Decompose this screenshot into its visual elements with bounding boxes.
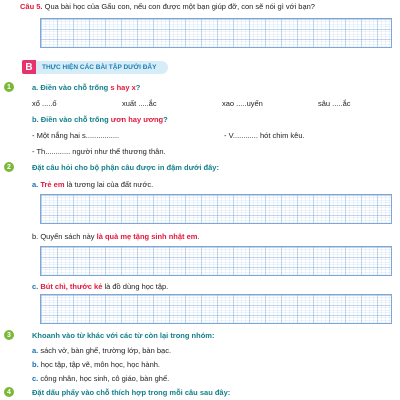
exercise-4-number: 4 — [4, 387, 14, 397]
exercise-2-heading: Đặt câu hỏi cho bộ phận câu được in đậm dưới đây: — [32, 163, 219, 172]
exercise-3-option: b. học tập, tập vẽ, môn học, học hành. — [32, 360, 161, 369]
exercise-1a-item: sâu .....ắc — [318, 99, 351, 108]
section-b-badge: B — [22, 60, 36, 74]
section-b-title: THỰC HIỆN CÁC BÀI TẬP DƯỚI ĐÂY — [36, 61, 168, 74]
answer-grid-exercise-2a[interactable] — [40, 194, 392, 224]
question-5-text: Qua bài học của Gấu con, nếu con được một bạn giúp đỡ, con sẽ nói gì với bạn? — [44, 2, 315, 11]
exercise-2a-sentence: a. Trẻ em là tương lai của đất nước. — [32, 180, 154, 189]
exercise-4-heading: Đặt dấu phẩy vào chỗ thích hợp trong mỗi câu sau đây: — [32, 388, 231, 397]
exercise-3-heading: Khoanh vào từ khác với các từ còn lại trong nhóm: — [32, 331, 215, 340]
question-5 — [20, 2, 392, 12]
exercise-2-number: 2 — [4, 162, 14, 172]
answer-grid-exercise-2b[interactable] — [40, 246, 392, 276]
exercise-1b-line-1-left: - Một nắng hai s................ — [32, 131, 120, 140]
exercise-3-option: c. công nhân, học sinh, cô giáo, bàn ghế. — [32, 374, 170, 383]
exercise-1a-item: xuất .....ắc — [122, 99, 157, 108]
exercise-3-option: a. sách vở, bàn ghế, trường lớp, bàn bạc. — [32, 346, 172, 355]
exercise-1b-line-1-right: - V............ hót chim kêu. — [224, 131, 305, 140]
answer-grid-exercise-2c[interactable] — [40, 294, 392, 324]
section-b-header — [22, 60, 168, 74]
question-5-label: Câu 5. — [20, 2, 43, 11]
exercise-2b-sentence: b. Quyển sách này là quà mẹ tặng sinh nhật em. — [32, 232, 200, 241]
exercise-3-number: 3 — [4, 330, 14, 340]
answer-grid-question-5[interactable] — [40, 18, 392, 48]
exercise-1b-line-2: - Th............ người như thể thương thân. — [32, 147, 166, 156]
exercise-1a-heading: a. Điền vào chỗ trống s hay x? — [32, 83, 141, 92]
exercise-1-number: 1 — [4, 82, 14, 92]
exercise-1b-heading: b. Điền vào chỗ trống ươn hay ương? — [32, 115, 168, 124]
exercise-2c-sentence: c. Bút chì, thước kẻ là đồ dùng học tập. — [32, 282, 169, 291]
exercise-1a-item: xao .....uyến — [222, 99, 263, 108]
exercise-1a-item: xổ .....ố — [32, 99, 57, 108]
